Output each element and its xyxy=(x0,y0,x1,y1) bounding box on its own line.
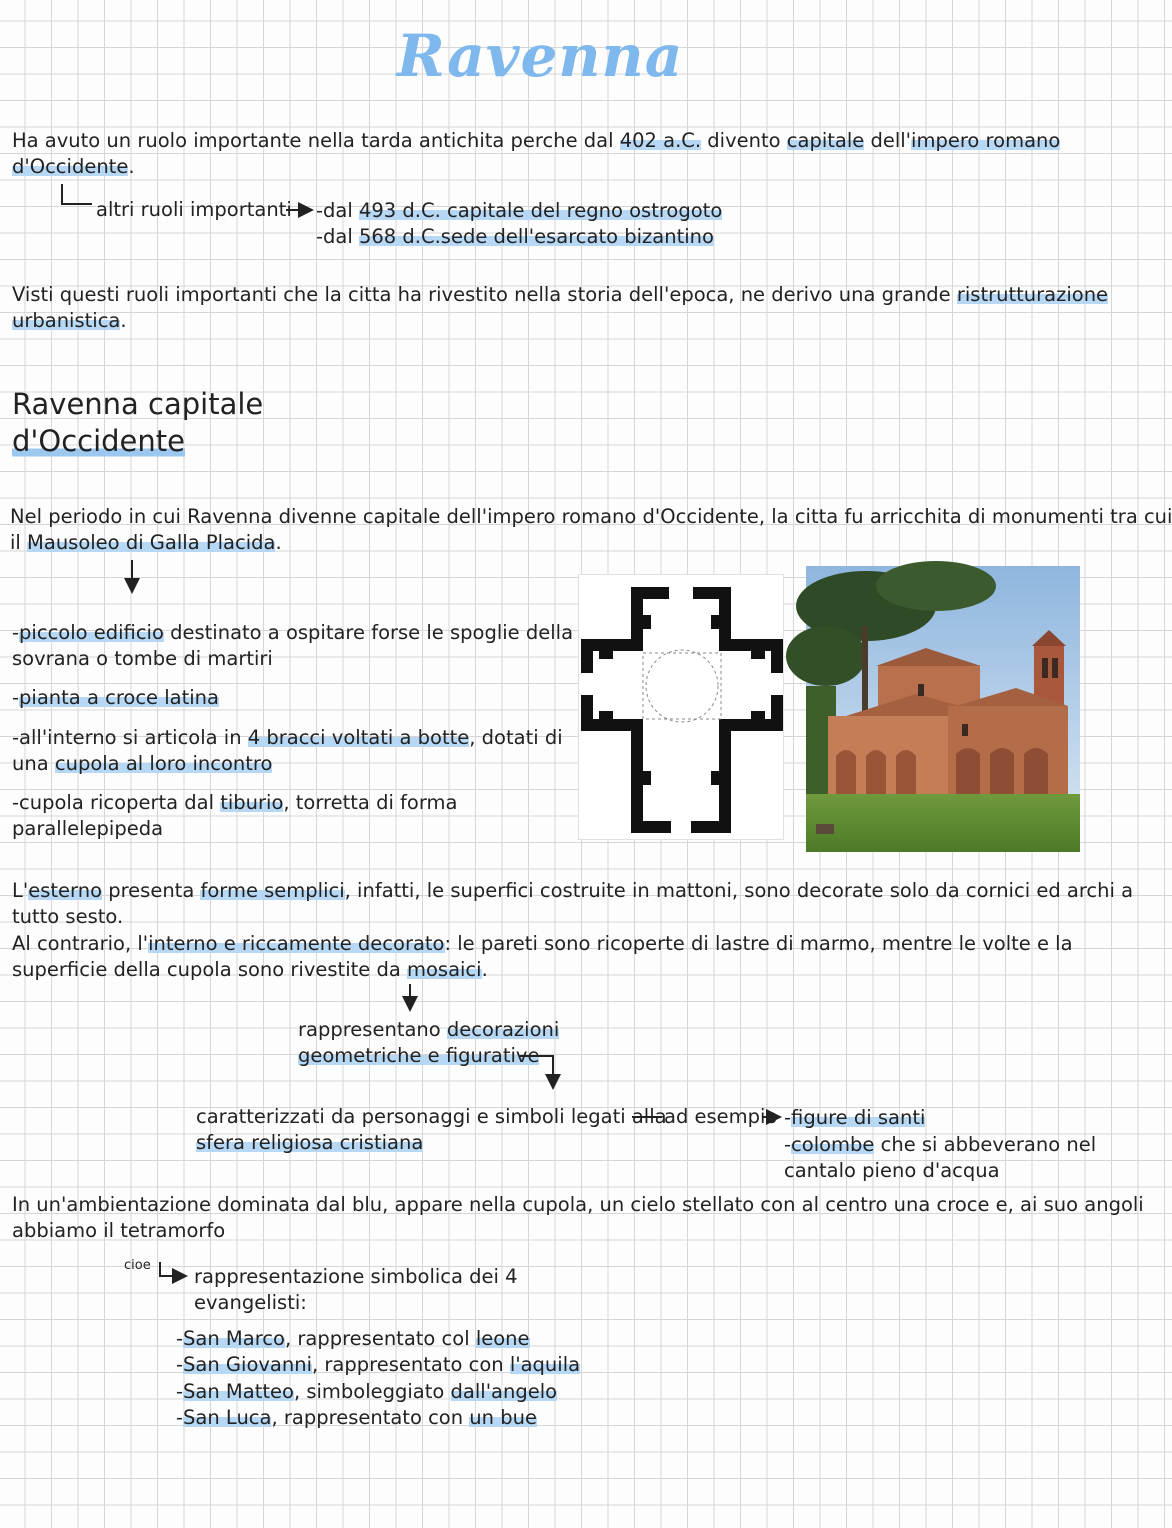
highlight: esterno xyxy=(28,879,102,902)
example-label: ad esempio xyxy=(664,1105,778,1128)
text: , rappresentato con xyxy=(271,1406,470,1429)
intro-line-1 xyxy=(12,128,1060,155)
highlight: cupola al loro incontro xyxy=(54,752,273,775)
para4-line-3 xyxy=(12,931,1073,958)
highlight: ristrutturazione xyxy=(956,283,1109,306)
text: -cupola ricoperta dal xyxy=(12,791,221,814)
bullet-2 xyxy=(12,685,219,712)
text: destinato a ospitare forse le spoglie della xyxy=(163,621,574,644)
evangelist-giovanni xyxy=(176,1352,580,1379)
cioe-connector xyxy=(160,1262,186,1276)
highlight: San Giovanni xyxy=(183,1353,313,1376)
highlight: tiburio xyxy=(220,791,284,814)
highlight: Mausoleo di Galla Placida xyxy=(27,531,276,554)
highlight: San Matteo xyxy=(183,1380,294,1403)
role-1 xyxy=(316,198,722,225)
text: , simboleggiato xyxy=(293,1380,451,1403)
highlight: decorazioni xyxy=(446,1018,560,1041)
para4-line-4 xyxy=(12,957,488,984)
chars-line-2 xyxy=(196,1130,423,1157)
text: - xyxy=(176,1380,184,1403)
bullet-3-line-2 xyxy=(12,751,272,778)
para3-line-1: Nel periodo in cui Ravenna divenne capitale dell'impero romano d'Occidente, la citta fu arricchita di monumenti tra cui xyxy=(10,505,1172,528)
text: dell' xyxy=(864,129,912,152)
highlight: 4 bracci voltati a botte xyxy=(247,726,470,749)
para3-line-2 xyxy=(10,530,282,557)
section-heading xyxy=(12,386,263,460)
evangelist-matteo xyxy=(176,1379,557,1406)
tetra-line-1: rappresentazione simbolica dei 4 xyxy=(194,1265,518,1288)
floor-plan-drawing xyxy=(579,575,783,839)
highlight: un bue xyxy=(469,1406,537,1429)
highlight: San Luca xyxy=(183,1406,272,1429)
mausoleum-illustration xyxy=(806,566,1080,852)
mausoleum-photo xyxy=(806,566,1080,852)
roles-label: altri ruoli importanti xyxy=(96,198,292,221)
highlight: 568 d.C.sede dell'esarcato bizantino xyxy=(358,225,714,248)
decor-line-1 xyxy=(298,1017,559,1044)
text: - xyxy=(176,1406,184,1429)
text: superficie della cupola sono rivestite da xyxy=(12,958,407,981)
highlight: urbanistica xyxy=(12,309,121,332)
bullet-4 xyxy=(12,790,457,817)
highlight: figure di santi xyxy=(791,1106,926,1129)
text: una xyxy=(12,752,55,775)
highlight: 493 d.C. capitale del regno ostrogoto xyxy=(358,199,723,222)
text: - xyxy=(176,1353,184,1376)
text: che si abbeverano nel xyxy=(874,1133,1097,1156)
text: rappresentano xyxy=(298,1018,447,1041)
highlight: interno e riccamente decorato xyxy=(148,932,445,955)
highlight: l'aquila xyxy=(509,1353,581,1376)
chars-line-1: caratterizzati da personaggi e simboli legati alla xyxy=(196,1105,667,1128)
text: divento xyxy=(701,129,787,152)
para2-line-2 xyxy=(12,308,127,335)
highlight: d'Occidente xyxy=(12,155,129,178)
text: . xyxy=(275,531,282,554)
text: -dal xyxy=(316,225,359,248)
para4-line-1 xyxy=(12,878,1133,905)
text: , torretta di forma xyxy=(283,791,458,814)
text: . xyxy=(128,155,135,178)
text: presenta xyxy=(102,879,201,902)
text: , infatti, le superfici costruite in mattoni, sono decorate solo da cornici ed archi a xyxy=(344,879,1134,902)
highlight: colombe xyxy=(791,1133,875,1156)
evangelist-marco xyxy=(176,1326,530,1353)
para5-line-1: In un'ambientazione dominata dal blu, appare nella cupola, un cielo stellato con al centro una croce e, ai suo angoli xyxy=(12,1193,1144,1216)
highlight: pianta a croce latina xyxy=(19,686,219,709)
text: Visti questi ruoli importanti che la citta ha rivestito nella storia dell'epoca, ne derivo una grande xyxy=(12,283,957,306)
text: - xyxy=(784,1106,792,1129)
example-2-line-2: cantalo pieno d'acqua xyxy=(784,1159,1000,1182)
text: , rappresentato con xyxy=(312,1353,510,1376)
role-2 xyxy=(316,224,714,251)
example-1 xyxy=(784,1105,925,1132)
highlight: capitale xyxy=(786,129,865,152)
floor-plan-image xyxy=(578,574,784,840)
text: -dal xyxy=(316,199,359,222)
bullet-4-line-2: parallelepipeda xyxy=(12,817,164,840)
cioe-label: cioe xyxy=(124,1258,151,1273)
bullet-1 xyxy=(12,620,573,647)
text: - xyxy=(12,686,20,709)
page-title: Ravenna xyxy=(396,22,684,90)
para2-line-1 xyxy=(12,282,1108,309)
highlight: San Marco xyxy=(183,1327,285,1350)
para4-line-2: tutto sesto. xyxy=(12,905,124,928)
highlight: piccolo edificio xyxy=(19,621,164,644)
intro-line-2 xyxy=(12,154,135,181)
highlight: mosaici xyxy=(406,958,482,981)
evangelist-luca xyxy=(176,1405,537,1432)
text: - xyxy=(12,621,20,644)
roles-connector xyxy=(62,184,92,204)
highlight: dall'angelo xyxy=(450,1380,558,1403)
decor-line-2 xyxy=(298,1043,539,1070)
text: , rappresentato col xyxy=(284,1327,476,1350)
example-2 xyxy=(784,1132,1096,1159)
highlight: leone xyxy=(475,1327,530,1350)
text: , dotati di xyxy=(469,726,563,749)
heading-line-1: Ravenna capitale xyxy=(12,387,264,421)
highlight: impero romano xyxy=(911,129,1061,152)
text: - xyxy=(784,1133,792,1156)
tetra-line-2: evangelisti: xyxy=(194,1291,307,1314)
text: L' xyxy=(12,879,29,902)
text: il xyxy=(10,531,28,554)
bullet-3 xyxy=(12,725,563,752)
highlight: sfera religiosa cristiana xyxy=(196,1131,424,1154)
text: : le pareti sono ricoperte di lastre di marmo, mentre le volte e la xyxy=(444,932,1073,955)
text: - xyxy=(176,1327,184,1350)
text: . xyxy=(120,309,127,332)
heading-line-2 xyxy=(12,423,263,460)
highlight: geometriche e figurative xyxy=(298,1044,540,1067)
text: -all'interno si articola in xyxy=(12,726,248,749)
heading-underline: d'Occidente xyxy=(12,424,185,458)
para5-line-2: abbiamo il tetramorfo xyxy=(12,1219,226,1242)
highlight: 402 a.C. xyxy=(619,129,702,152)
text: Al contrario, l' xyxy=(12,932,149,955)
bullet-1-line-2: sovrana o tombe di martiri xyxy=(12,647,273,670)
text: . xyxy=(481,958,488,981)
text: Ha avuto un ruolo importante nella tarda antichita perche dal xyxy=(12,129,620,152)
highlight: forme semplici xyxy=(200,879,345,902)
